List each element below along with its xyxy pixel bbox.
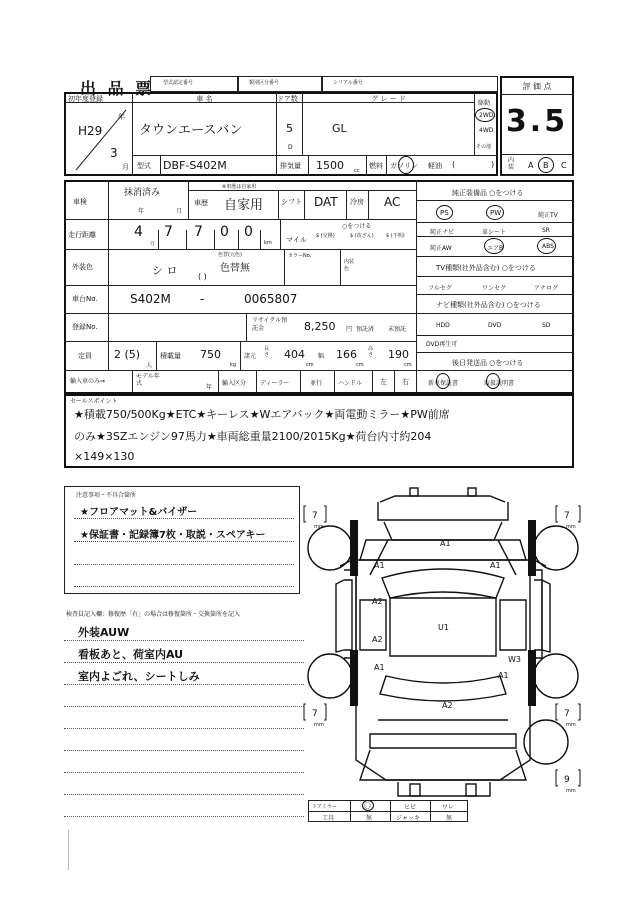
mark-a1-front: A1	[440, 539, 451, 548]
tv-type-header: TV種類(社外品含む) ○をつける	[436, 264, 536, 272]
jack-none: 無	[446, 815, 453, 822]
notes-line-2: ★保証書・記録簿7枚・取説・スペアキー	[80, 530, 266, 541]
navi-type-header: ナビ種類(社外品含む) ○をつける	[436, 301, 541, 309]
category-box	[238, 76, 322, 92]
jack-label: ジャッキ	[396, 815, 420, 822]
mm-unit-fl: mm	[314, 524, 324, 530]
history-value: 自家用	[224, 198, 264, 213]
navi-dvd: DVD	[488, 322, 502, 329]
handle-label: ハンドル	[338, 380, 363, 387]
width-label: 幅	[318, 353, 325, 360]
mileage-digit-4: 0	[220, 224, 229, 240]
shift-value: DAT	[314, 195, 338, 209]
tire-front-left: 7	[312, 511, 318, 521]
cc-unit: cc	[354, 168, 360, 174]
shaken-year: 年	[138, 208, 145, 215]
drive-2wd: 2WD	[479, 112, 494, 119]
chassis-label: 車台No.	[72, 295, 98, 303]
tire-rear-right: 7	[564, 709, 570, 719]
mileage-man: 万	[150, 241, 156, 247]
first-reg-label: 初年度登録	[68, 95, 103, 103]
doors-d: D	[288, 144, 293, 151]
mile-label: マイル	[286, 236, 307, 244]
color-label: 外装色	[72, 263, 93, 271]
sales-label: セールスポイント	[70, 398, 118, 405]
score-value: 3.5	[505, 104, 569, 139]
equipment-header: 純正装備品 ○をつける	[452, 189, 524, 197]
score-label: 評 価 点	[522, 82, 552, 91]
equip-tv: 純正TV	[538, 212, 558, 219]
ac-label: 冷房	[350, 198, 364, 206]
tools-none: 無	[366, 815, 373, 822]
recycle-unit: 円	[346, 326, 353, 333]
later-manual: 取扱説明書	[484, 380, 515, 387]
recycle-value: 8,250	[304, 320, 336, 333]
color-change-paren: ( )	[198, 272, 207, 281]
mark-a2-rear: A2	[442, 701, 453, 710]
model-year-label: モデル年式	[136, 373, 160, 387]
fuel-label: 燃料	[369, 162, 383, 170]
shaken-label: 車検	[73, 198, 87, 206]
capacity-value: 2 (5)	[114, 348, 141, 361]
import-parallel: 並行	[310, 380, 323, 387]
tv-oneseg: ワンセグ	[482, 285, 507, 292]
history-note: ※車歴は自家用	[222, 184, 257, 190]
handle-left: 左	[380, 378, 387, 386]
drive-label: 駆動	[478, 100, 491, 107]
sales-line-1: ★積載750/500Kg★ETC★キーレス★Wエアバック★両電動ミラー★PW前席	[74, 408, 450, 421]
later-warranty: 新車保証書	[428, 380, 459, 387]
mark-u1-roof: U1	[438, 623, 449, 632]
chassis-number: 0065807	[244, 292, 298, 306]
reg-month: 3	[110, 146, 118, 160]
interior-a: A	[528, 161, 534, 170]
equip-pw: PW	[490, 209, 502, 217]
notes-line-1: ★フロアマット&バイザー	[80, 507, 198, 518]
mark-a1-right-front: A1	[490, 561, 501, 570]
equip-pw-circle	[486, 205, 504, 220]
history-label: 車歴	[194, 199, 208, 207]
equip-ps: PS	[440, 209, 449, 217]
inspector-line-1: 外装AUW	[78, 626, 130, 639]
sales-line-2: のみ★3SZエンジン97馬力★車両総重量2100/2015Kg★荷台内寸約204	[74, 430, 432, 443]
displacement-value: 1500	[316, 159, 344, 172]
interior-c: C	[561, 161, 567, 170]
tools-label: 工具	[322, 815, 335, 822]
tv-fullseg: フルセグ	[428, 285, 452, 292]
capacity-label: 定員	[78, 352, 92, 360]
later-warranty-circle	[436, 373, 450, 389]
length-value: 404	[284, 348, 305, 361]
drive-other: その他	[476, 144, 492, 150]
handle-right: 右	[402, 378, 409, 386]
import-class-label: 輸入区分	[222, 380, 247, 387]
mm-unit-rr: mm	[566, 722, 576, 728]
grade-value: GL	[332, 122, 347, 135]
car-name: タウンエースバン	[139, 123, 243, 138]
width-unit: cm	[356, 362, 364, 368]
mark-w3-right: W3	[508, 655, 521, 664]
equip-abs: ABS	[542, 243, 554, 250]
category-label: 類別区分番号	[249, 80, 280, 86]
mark-a2-left-rear: A2	[372, 635, 383, 644]
equip-leather: 革シート	[482, 229, 507, 236]
mileage-digit-5: 0	[244, 224, 253, 240]
tire-front-right: 7	[564, 511, 570, 521]
mm-unit-spare: mm	[566, 788, 576, 794]
mark-a1-left-front: A1	[374, 561, 385, 570]
grade-label: グ レ ー ド	[371, 95, 406, 103]
mileage-digit-2: 7	[164, 224, 173, 240]
import-label: 輸入車のみ⇒	[70, 378, 106, 385]
navi-sd: SD	[542, 322, 551, 329]
model-cert-box	[150, 76, 238, 92]
chassis-dash: -	[200, 292, 205, 306]
load-label: 積載量	[160, 352, 181, 360]
equip-navi: 純正ナビ	[430, 229, 455, 236]
ac-value: AC	[384, 195, 401, 209]
equip-sr: SR	[542, 227, 550, 234]
model-year-unit: 年	[206, 384, 213, 391]
equip-airbag-circle	[484, 238, 504, 254]
mileage-circle-note: ○をつける	[342, 223, 372, 230]
interior-color-label: 内装色	[344, 259, 355, 272]
door-mirror-circle	[362, 800, 374, 811]
door-mirror-label: ドアミラー	[312, 804, 337, 810]
equip-aw: 純正AW	[430, 245, 452, 252]
shaken-value: 抹消済み	[124, 188, 161, 198]
serial-box	[322, 76, 498, 92]
tv-analog: アナログ	[534, 285, 559, 292]
model-cert-label: 型式認定番号	[163, 80, 194, 86]
equip-airbag: エアB	[487, 245, 504, 252]
mileage-tampered: $ (改ざん)	[350, 233, 374, 239]
mirror-crack: ヒビ	[404, 804, 417, 811]
sales-line-3: ×149×130	[74, 450, 135, 463]
mileage-unknown: $ (不明)	[386, 233, 405, 239]
doors-label: ドア数	[277, 95, 298, 103]
fuel-diesel: 軽油	[428, 162, 442, 170]
later-header: 後日発送品 ○をつける	[452, 359, 524, 367]
drive-2wd-circle	[475, 108, 495, 122]
door-mirror-ok: 〇	[364, 802, 371, 810]
mark-a2-left-door: A2	[372, 597, 383, 606]
year-mark: 年	[118, 113, 125, 121]
shaken-month: 月	[176, 208, 183, 215]
tire-rear-left: 7	[312, 709, 318, 719]
mark-a1-right-back: A1	[498, 671, 509, 680]
fuel-paren-close: )	[491, 160, 495, 169]
car-damage-diagram	[300, 480, 590, 820]
color-change-label: 色替(元色)	[218, 252, 242, 258]
car-name-label: 車 名	[196, 95, 213, 103]
mirror-broken: ワレ	[442, 804, 455, 811]
height-unit: cm	[404, 362, 412, 368]
model-label: 型式	[137, 162, 151, 170]
doors-value: 5	[286, 122, 293, 135]
chassis-prefix: S402M	[130, 292, 171, 306]
recycle-paid: 預託済	[356, 326, 375, 333]
interior-b-circle	[538, 157, 554, 173]
model-value: DBF-S402M	[163, 159, 227, 172]
mileage-digit-3: 7	[194, 224, 203, 240]
mileage-digit-1: 4	[134, 224, 143, 240]
width-value: 166	[336, 348, 357, 361]
navi-hdd: HDD	[436, 322, 450, 329]
recycle-label: リサイクル預託金	[252, 317, 288, 332]
fuel-gas-circle	[398, 156, 414, 174]
height-value: 190	[388, 348, 409, 361]
inspector-line-3: 室内よごれ、シートしみ	[78, 670, 200, 683]
reg-year: H29	[78, 124, 103, 138]
mm-unit-rl: mm	[314, 722, 324, 728]
mm-unit-fr: mm	[566, 524, 576, 530]
navi-dvd-play: DVD再生可	[426, 341, 458, 348]
recycle-unpaid: 未預託	[388, 326, 407, 333]
drive-4wd: 4WD	[479, 127, 494, 134]
fuel-paren-open: (	[452, 160, 456, 169]
height-label: 高さ	[368, 346, 374, 358]
import-dealer: ディーラー	[260, 380, 290, 387]
dims-label: 諸元	[244, 353, 257, 360]
serial-label: シリアル番号	[333, 80, 363, 86]
color-no-label: カラーNo.	[288, 253, 312, 259]
reg-no-label: 登録No.	[72, 323, 98, 331]
load-value: 750	[200, 348, 221, 361]
interior-b: B	[543, 161, 549, 170]
form-title: 出 品 票	[80, 79, 155, 98]
inspector-label: 検査員記入欄：修復歴「有」の場合は修復箇所・交換箇所を記入	[66, 611, 241, 618]
interior-label: 内装	[508, 157, 515, 171]
later-manual-circle	[486, 373, 500, 389]
fuel-gas: ガソリン	[390, 162, 418, 170]
length-label: 長さ	[264, 346, 270, 358]
km-unit: km	[264, 240, 272, 246]
notes-label: 注意事項・不具合箇所	[76, 492, 137, 499]
mark-a1-left-back: A1	[374, 663, 385, 672]
inspector-line-2: 看板あと、荷室内AU	[78, 648, 184, 661]
capacity-unit: 人	[146, 362, 153, 369]
color-value: シ ロ	[152, 264, 178, 277]
length-unit: cm	[306, 362, 314, 368]
equip-abs-circle	[537, 238, 556, 254]
mileage-exchange: $ (交換)	[316, 233, 335, 239]
displacement-label: 排気量	[280, 162, 301, 170]
month-mark: 月	[122, 163, 129, 171]
mileage-label: 走行距離	[68, 231, 96, 239]
load-unit: kg	[230, 362, 237, 368]
shift-label: シフト	[281, 198, 302, 206]
spare-tire: 9	[564, 775, 570, 785]
equip-ps-circle	[436, 205, 453, 220]
color-change-value: 色替無	[220, 263, 250, 274]
